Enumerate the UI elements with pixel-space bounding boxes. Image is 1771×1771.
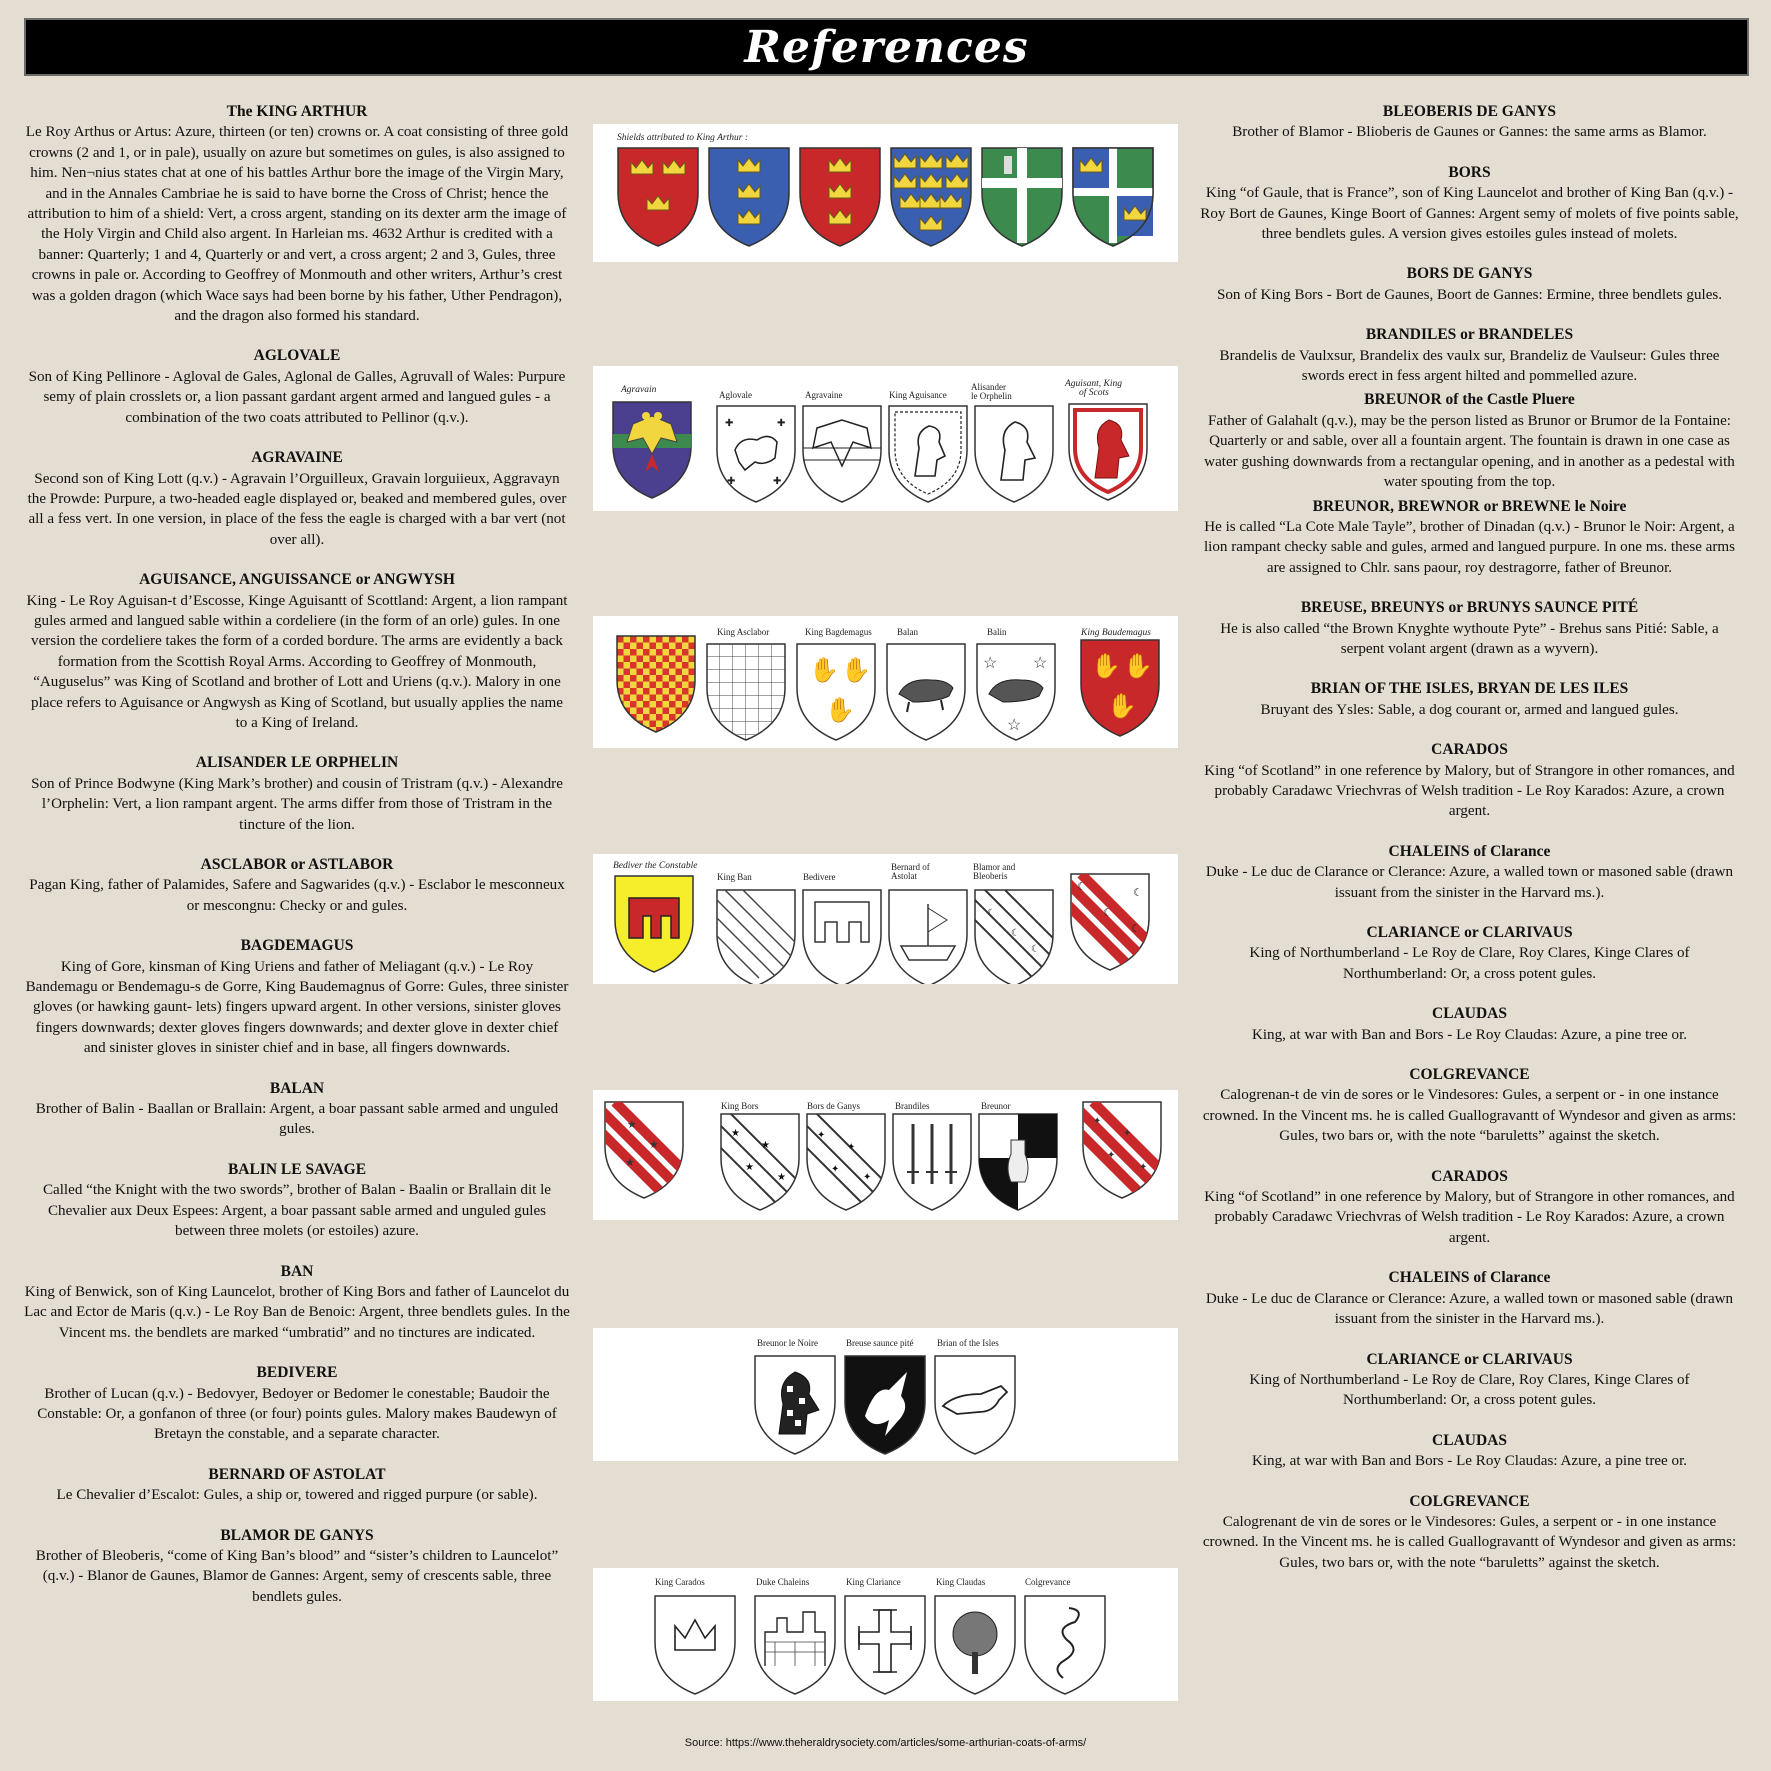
entry bbox=[24, 1526, 570, 1608]
label-duke-chaleins: Duke Chaleins bbox=[756, 1577, 810, 1587]
shield-asclabor bbox=[707, 644, 785, 740]
svg-text:★: ★ bbox=[731, 1128, 740, 1139]
source-citation: Source: https://www.theheraldrysociety.com/articles/some-arthurian-coats-of-arms/ bbox=[684, 1737, 1087, 1749]
shield-cross-vert bbox=[982, 148, 1062, 246]
entry-text: Duke - Le duc de Clarance or Clerance: Azure, a walled town or masoned sable (drawn issuant from the sinister in the Harvard ms.). bbox=[1205, 1290, 1734, 1328]
entry bbox=[1197, 325, 1742, 386]
svg-text:✚: ✚ bbox=[727, 476, 736, 487]
arthur-caption: Shields attributed to King Arthur : bbox=[617, 133, 748, 143]
entry bbox=[1197, 842, 1742, 903]
entry-heading: CARADOS bbox=[1431, 741, 1508, 759]
entry bbox=[1197, 1431, 1742, 1472]
entry bbox=[1197, 1167, 1742, 1249]
entry-heading: BREUNOR, BREWNOR or BREWNE le Noire bbox=[1312, 497, 1627, 515]
entry-heading: BERNARD OF ASTOLAT bbox=[208, 1465, 386, 1483]
entry-heading: BORS bbox=[1448, 163, 1491, 181]
svg-text:☾: ☾ bbox=[1103, 907, 1113, 919]
entry-heading: AGLOVALE bbox=[253, 347, 341, 365]
svg-text:✦: ✦ bbox=[1139, 1162, 1148, 1173]
shield-bors-red-stars bbox=[593, 1102, 703, 1198]
entry-heading: BALIN LE SAVAGE bbox=[227, 1160, 367, 1178]
entry bbox=[24, 855, 570, 916]
arthur-shields-panel bbox=[593, 124, 1178, 262]
shield-agravaine bbox=[803, 406, 881, 502]
shields-panel-5 bbox=[593, 1090, 1178, 1220]
entry-heading: BRIAN OF THE ISLES, BRYAN DE LES ILES bbox=[1310, 680, 1629, 698]
shield-bediver-gonfanon bbox=[615, 876, 693, 972]
label-breunor-le-noire: Breunor le Noire bbox=[757, 1338, 818, 1348]
entry bbox=[1197, 1065, 1742, 1147]
svg-text:☆: ☆ bbox=[1007, 717, 1022, 734]
shields-panel-4 bbox=[593, 854, 1178, 984]
svg-text:✦: ✦ bbox=[847, 1142, 856, 1153]
svg-text:✦: ✦ bbox=[817, 1130, 826, 1141]
svg-text:★: ★ bbox=[649, 1139, 659, 1151]
svg-text:✦: ✦ bbox=[863, 1172, 872, 1183]
entry-heading: CLARIANCE or CLARIVAUS bbox=[1366, 924, 1573, 941]
entry-text: Brother of Bleoberis, “come of King Ban’s blood” and “sister’s children to Launcelot” (q.v.) - Blanor de Gaunes, Blamor de Gannes: Argent, semy of crescents sable, three bendlets gules. bbox=[35, 1547, 559, 1605]
svg-text:✚: ✚ bbox=[777, 418, 786, 429]
page-title: References bbox=[744, 21, 1029, 73]
shield-balin bbox=[977, 644, 1055, 740]
shields-panel-7 bbox=[593, 1568, 1178, 1701]
entry bbox=[1197, 1268, 1742, 1329]
entry-heading: BLEOBERIS DE GANYS bbox=[1382, 103, 1557, 120]
title-banner bbox=[24, 18, 1749, 76]
svg-text:✋: ✋ bbox=[1091, 654, 1121, 680]
entry bbox=[1197, 264, 1742, 305]
entry-heading: BAN bbox=[280, 1262, 314, 1280]
entry-heading: CHALEINS of Clarance bbox=[1388, 1269, 1551, 1287]
svg-text:✦: ✦ bbox=[1107, 1150, 1116, 1161]
label-balan: Balan bbox=[897, 627, 918, 637]
entry-heading: CLAUDAS bbox=[1432, 1005, 1507, 1023]
entry bbox=[24, 102, 570, 326]
entry-heading: BORS DE GANYS bbox=[1406, 265, 1533, 283]
entry-heading: CLAUDAS bbox=[1432, 1431, 1507, 1449]
label-aguisant-king: Aguisant, King bbox=[1065, 379, 1123, 389]
shield-king-carados bbox=[655, 1596, 735, 1694]
label-king-clariance: King Clariance bbox=[846, 1577, 901, 1587]
entry-heading: AGRAVAINE bbox=[251, 449, 343, 467]
entry bbox=[1197, 1350, 1742, 1411]
label-king-aguisance: King Aguisance bbox=[889, 390, 947, 400]
entry-text: King “of Scotland” in one reference by Malory, but of Strangore in other romances, and probably Caradawc Vriechvras of Welsh tradition - Le Roy Karados: Azure, a crown argent. bbox=[1204, 762, 1735, 820]
entry-text: Son of Prince Bodwyne (King Mark’s brother) and cousin of Tristram (q.v.) - Alexandre l’Orphelin: Vert, a lion rampant argent. The arms differ from those of Tristram in the tincture of the lion. bbox=[31, 775, 563, 833]
svg-text:☾: ☾ bbox=[1077, 881, 1087, 893]
svg-text:☆: ☆ bbox=[983, 655, 998, 672]
left-column bbox=[24, 102, 570, 1607]
svg-text:✚: ✚ bbox=[773, 476, 782, 487]
shield-thirteen-crowns-azure bbox=[891, 148, 971, 246]
entry bbox=[1197, 1004, 1742, 1045]
shield-king-bors bbox=[687, 1114, 819, 1210]
entry-heading: BLAMOR DE GANYS bbox=[220, 1526, 374, 1544]
entry-heading: BREUSE, BREUNYS or BRUNYS SAUNCE PITÉ bbox=[1300, 599, 1639, 617]
entry-text: King of Northumberland - Le Roy de Clare, Roy Clares, Kinge Clares of Northumberland: Or, a cross potent gules. bbox=[1249, 1371, 1690, 1409]
shield-king-claudas bbox=[935, 1596, 1015, 1694]
label-le-orphelin: le Orphelin bbox=[971, 391, 1012, 401]
entry bbox=[1197, 390, 1742, 492]
shield-king-aguisance bbox=[889, 406, 967, 502]
label-king-ban: King Ban bbox=[717, 872, 752, 882]
entry-heading: AGUISANCE, ANGUISSANCE or ANGWYSH bbox=[139, 571, 455, 589]
svg-text:★: ★ bbox=[625, 1157, 635, 1169]
entry-text: King, at war with Ban and Bors - Le Roy Claudas: Azure, a pine tree or. bbox=[1251, 1453, 1688, 1470]
entry bbox=[24, 448, 570, 550]
shield-brandiles-swords bbox=[893, 1114, 971, 1210]
entry-text: Pagan King, father of Palamides, Safere and Sagwarides (q.v.) - Esclabor le mesconneux or mescongnu: Checky or and gules. bbox=[29, 877, 565, 914]
label-king-asclabor: King Asclabor bbox=[717, 627, 770, 637]
entry bbox=[1197, 163, 1742, 245]
entry bbox=[24, 1465, 570, 1506]
entry bbox=[24, 1262, 570, 1344]
shield-bedivere bbox=[803, 890, 881, 984]
label-alisander: Alisander bbox=[971, 382, 1006, 392]
shield-aguisant-scots bbox=[1069, 404, 1147, 500]
label-blamor-and: Blamor and bbox=[973, 862, 1016, 872]
entry bbox=[24, 1160, 570, 1242]
svg-text:✦: ✦ bbox=[1093, 1116, 1102, 1127]
svg-text:☆: ☆ bbox=[1033, 655, 1048, 672]
entry bbox=[1197, 1492, 1742, 1574]
entry-heading: ALISANDER LE ORPHELIN bbox=[195, 754, 399, 772]
entry-heading: CHALEINS of Clarance bbox=[1388, 842, 1551, 860]
shield-baudemagus bbox=[1081, 640, 1159, 736]
label-bediver-constable: Bediver the Constable bbox=[613, 861, 698, 871]
entry-text: Calogrenan-t de vin de sores or le Vindesores: Gules, a serpent or - in one instance crowned. In the Vincent ms. he is called Guallogravantt of Wyndesor and given as arms: Gules, two bars or, with the note “baruletts” against the sketch. bbox=[1202, 1087, 1737, 1145]
label-bernard-of: Bernard of bbox=[891, 862, 930, 872]
entry bbox=[24, 346, 570, 428]
entry-text: King of Northumberland - Le Roy de Clare, Roy Clares, Kinge Clares of Northumberland: Or, a cross potent gules. bbox=[1249, 945, 1690, 982]
label-bors-de-ganys: Bors de Ganys bbox=[807, 1101, 860, 1111]
shield-aglovale bbox=[717, 406, 795, 502]
shield-breunor-quarterly bbox=[979, 1114, 1057, 1214]
entry-heading: BREUNOR of the Castle Pluere bbox=[1364, 391, 1575, 409]
entry-text: King “of Gaule, that is France”, son of King Launcelot and brother of King Ban (q.v.) - Roy Bort de Gaunes, Kinge Boort of Gannes: Argent semy of molets of five points sable, three bendlets gules. A version gives estoiles gules instead of molets. bbox=[1200, 185, 1739, 243]
svg-text:☾: ☾ bbox=[987, 908, 996, 919]
entry-text: Second son of King Lott (q.v.) - Agravain l’Orguilleux, Gravain lorguiieux, Aggravayn the Prowde: Purpure, a two-headed eagle displayed or, beaked and membered gules, over all a fess vert. In one version, in place of the fess the eagle is charged with a bar vert (not over all). bbox=[27, 470, 567, 548]
shield-crowns-in-pale-azure bbox=[709, 148, 789, 246]
shield-alisander bbox=[975, 406, 1053, 502]
shield-bleoberis-red bbox=[1037, 874, 1169, 970]
label-agravain: Agravain bbox=[621, 385, 657, 395]
entry-text: Brother of Lucan (q.v.) - Bedovyer, Bedoyer or Bedomer le conestable; Baudoir the Constable: Or, a gonfanon of three (or four) points gules. Malory makes Baudewyn of Bretayn the constable, and a separate character. bbox=[37, 1385, 557, 1443]
shield-bernard-ship bbox=[889, 890, 967, 984]
entry-text: Le Chevalier d’Escalot: Gules, a ship or, towered and rigged purpure (or sable). bbox=[56, 1487, 538, 1504]
entry-text: Son of King Pellinore - Agloval de Gales, Aglonal de Galles, Agruvall of Wales: Purpure semy of plain crosslets or, a lion passant gardant argent armed and langued gules - a combination of the two coats attributed to Pellinor (q.v.). bbox=[28, 368, 566, 426]
label-colgrevance: Colgrevance bbox=[1025, 1577, 1071, 1587]
label-of-scots: of Scots bbox=[1079, 388, 1109, 398]
entry-heading: COLGREVANCE bbox=[1409, 1066, 1530, 1084]
entry bbox=[24, 753, 570, 835]
label-agravaine: Agravaine bbox=[805, 390, 843, 400]
shield-breunor-le-noire bbox=[755, 1356, 835, 1454]
entry-heading: CLARIANCE or CLARIVAUS bbox=[1366, 1350, 1573, 1368]
label-brian-of-the-isles: Brian of the Isles bbox=[937, 1338, 999, 1348]
entry-heading: BRANDILES or BRANDELES bbox=[1365, 326, 1574, 344]
shield-bors-red-stars-right bbox=[1049, 1102, 1178, 1198]
svg-text:☾: ☾ bbox=[1031, 944, 1040, 955]
label-brandiles: Brandiles bbox=[895, 1101, 930, 1111]
svg-text:✚: ✚ bbox=[725, 418, 734, 429]
svg-text:★: ★ bbox=[627, 1119, 637, 1131]
svg-text:☾: ☾ bbox=[1133, 887, 1143, 899]
shield-balan bbox=[887, 644, 965, 740]
label-breunor: Breunor bbox=[981, 1101, 1011, 1111]
entry-text: He is also called “the Brown Knyghte wythoute Pyte” - Brehus sans Pitié: Sable, a serpent volant argent (drawn as a wyvern). bbox=[1220, 620, 1719, 657]
label-king-bors: King Bors bbox=[721, 1101, 759, 1111]
shield-colgrevance bbox=[1025, 1596, 1105, 1694]
entry-heading: COLGREVANCE bbox=[1409, 1492, 1530, 1510]
entry-text: Duke - Le duc de Clarance or Clerance: Azure, a walled town or masoned sable (drawn issuant from the sinister in the Harvard ms.). bbox=[1205, 864, 1734, 901]
svg-text:✋: ✋ bbox=[825, 698, 855, 724]
entry-heading: BALAN bbox=[269, 1079, 325, 1097]
shield-bagdemagus bbox=[797, 644, 875, 740]
label-breuse-saunce-pite: Breuse saunce pité bbox=[846, 1338, 914, 1348]
entry bbox=[24, 1079, 570, 1140]
shield-crowns-in-pale-gules bbox=[800, 148, 880, 246]
entry-text: King of Benwick, son of King Launcelot, brother of King Bors and father of Launcelot du Lac and Ector de Maris (q.v.) - Le Roy Ban de Benoic: Argent, three bendlets gules. In the Vincent ms. the bendlets are marked “umbratid” and no tinctures are indicated. bbox=[24, 1283, 570, 1341]
svg-text:★: ★ bbox=[745, 1162, 754, 1173]
label-bedivere: Bedivere bbox=[803, 872, 836, 882]
label-balin: Balin bbox=[987, 627, 1007, 637]
label-astolat: Astolat bbox=[891, 871, 917, 881]
label-bleoberis: Bleoberis bbox=[973, 871, 1008, 881]
entry bbox=[1197, 497, 1742, 579]
shield-king-clariance bbox=[845, 1596, 925, 1694]
label-king-baudemagus: King Baudemagus bbox=[1081, 628, 1151, 638]
svg-text:☾: ☾ bbox=[1131, 923, 1141, 935]
svg-text:✋: ✋ bbox=[841, 658, 871, 684]
entry-heading: The KING ARTHUR bbox=[226, 103, 368, 120]
entry-text: Brandelis de Vaulxsur, Brandelix des vaulx sur, Brandeliz de Vaulseur: Gules three swords erect in fess argent hilted and pommelled azure. bbox=[1219, 347, 1720, 385]
shield-quarterly-banner bbox=[1073, 148, 1153, 246]
svg-text:★: ★ bbox=[761, 1140, 770, 1151]
entry-heading: BAGDEMAGUS bbox=[240, 937, 354, 955]
right-column bbox=[1197, 102, 1742, 1573]
svg-text:✋: ✋ bbox=[809, 658, 839, 684]
label-king-claudas: King Claudas bbox=[936, 1577, 986, 1587]
entry-text: Son of King Bors - Bort de Gaunes, Boort de Gannes: Ermine, three bendlets gules. bbox=[1216, 286, 1723, 303]
entry bbox=[1197, 923, 1742, 984]
entry-text: King - Le Roy Aguisan-t d’Escosse, Kinge Aguisantt of Scottland: Argent, a lion rampant gules armed and langued sable within a cordeliere (in the form of an orle) gules. In one version the cordeliere takes the form of a corded bordure. The arms are evidently a back formation from the Scottish Royal Arms. According to Geoffrey of Monmouth, “Auguselus” was King of Scotland and brother of Lott and Uriens (q.v.). Malory in one place refers to Aguisance or Angwysh as King of Scotland, but usually applies the name to a King of Ireland. bbox=[26, 592, 568, 731]
svg-text:✋: ✋ bbox=[1123, 654, 1153, 680]
entry-text: Calogrenant de vin de sores or le Vindesores: Gules, a serpent or - in one instance crowned. In the Vincent ms. he is called Guallogravantt of Wyndesor and given as arms: Gules, two bars or, with the note “baruletts” against the sketch. bbox=[1202, 1513, 1737, 1571]
entry bbox=[24, 570, 570, 733]
shield-checky bbox=[617, 636, 695, 732]
entry-text: Called “the Knight with the two swords”, brother of Balan - Baalin or Brallain dit le Chevalier aux Deux Espees: Argent, a boar passant sable armed and unguled gules between three molets (or estoiles) azure. bbox=[42, 1182, 552, 1240]
entry bbox=[24, 1363, 570, 1445]
entry-text: Brother of Balin - Baallan or Brallain: Argent, a boar passant sable armed and unguled gules. bbox=[35, 1101, 559, 1138]
shield-breuse-saunce-pite bbox=[845, 1356, 925, 1454]
shield-three-crowns-gules bbox=[618, 148, 698, 246]
entry-text: Bruyant des Ysles: Sable, a dog courant or, armed and langued gules. bbox=[1260, 701, 1679, 718]
shield-agravain bbox=[613, 402, 691, 498]
entry bbox=[1197, 679, 1742, 720]
shields-panel-3 bbox=[593, 616, 1178, 748]
label-king-bagdemagus: King Bagdemagus bbox=[805, 627, 872, 637]
entry-text: Brother of Blamor - Blioberis de Gaunes or Gannes: the same arms as Blamor. bbox=[1232, 124, 1707, 141]
svg-text:☾: ☾ bbox=[1011, 928, 1020, 939]
shields-panel-2 bbox=[593, 366, 1178, 511]
entry-text: Le Roy Arthus or Artus: Azure, thirteen (or ten) crowns or. A coat consisting of three gold crowns (2 and 1, or in pale), usually on azure but sometimes on gules, is also assigned to him. Nen¬nius states chat at one of his battles Arthur bore the image of the Virgin Mary, and in the Annales Cambriae he is said to have borne the Cross of Christ; hence the attribution to him of a shield: Vert, a cross argent, standing on its dexter arm the image of the Holy Virgin and Child also argent. In Harleian ms. 4632 Arthur is credited with a banner: Quarterly; 1 and 4, Quarterly or and vert, a cross argent; 2 and 3, Gules, three crowns in pale or. According to Geoffrey of Monmouth and other writers, Arthur’s crest was a golden dragon (which Wace says had been borne by his father, Uther Pendragon), and the dragon also formed his standard. bbox=[25, 124, 569, 325]
entry-text: King “of Scotland” in one reference by Malory, but of Strangore in other romances, and probably Caradawc Vriechvras of Welsh tradition - Le Roy Karados: Azure, a crown argent. bbox=[1204, 1189, 1735, 1246]
shield-duke-chaleins bbox=[755, 1596, 835, 1694]
entry-text: He is called “La Cote Male Tayle”, brother of Dinadan (q.v.) - Brunor le Noir: Argent, a lion rampant checky sable and gules, armed and langued purpure. In one ms. these arms are assigned to Chlr. sans paour, roy destragorre, father of Breunor. bbox=[1203, 518, 1736, 576]
entry-text: King of Gore, kinsman of King Uriens and father of Meliagant (q.v.) - Le Roy Bandemagu or Bendemagu-s de Gorre, King Baudemagnus of Gorre: Gules, three sinister gloves (or hawking gaunt- lets) fingers upward argent. In other versions, sinister gloves fingers downwards; dexter gloves fingers downwards; and dexter glove in dexter chief and sinister gloves in sinister chief and in base, all fingers downwards. bbox=[25, 958, 569, 1057]
entry bbox=[1197, 598, 1742, 659]
label-aglovale: Aglovale bbox=[719, 390, 752, 400]
entry bbox=[1197, 102, 1742, 143]
entry-text: Father of Galahalt (q.v.), may be the person listed as Brunor or Brumor de la Fontaine: Quarterly or and sable, over all a fountain argent. The fountain is drawn in one case as water gushing downwards from a rectangular opening, and in another as a pedestal with water spouting from the top. bbox=[1204, 412, 1735, 491]
entry-text: King, at war with Ban and Bors - Le Roy Claudas: Azure, a pine tree or. bbox=[1251, 1026, 1688, 1043]
entry-heading: BEDIVERE bbox=[256, 1364, 338, 1382]
entry-heading: ASCLABOR or ASTLABOR bbox=[200, 856, 394, 873]
shields-panel-6 bbox=[593, 1328, 1178, 1461]
svg-text:✦: ✦ bbox=[1123, 1128, 1132, 1139]
svg-text:★: ★ bbox=[777, 1172, 786, 1183]
entry bbox=[24, 936, 570, 1058]
label-king-carados: King Carados bbox=[655, 1577, 705, 1587]
svg-text:✦: ✦ bbox=[831, 1164, 840, 1175]
entry bbox=[1197, 740, 1742, 822]
shield-brian-of-the-isles bbox=[935, 1356, 1015, 1454]
svg-text:✋: ✋ bbox=[1107, 694, 1137, 720]
entry-heading: CARADOS bbox=[1431, 1167, 1508, 1185]
